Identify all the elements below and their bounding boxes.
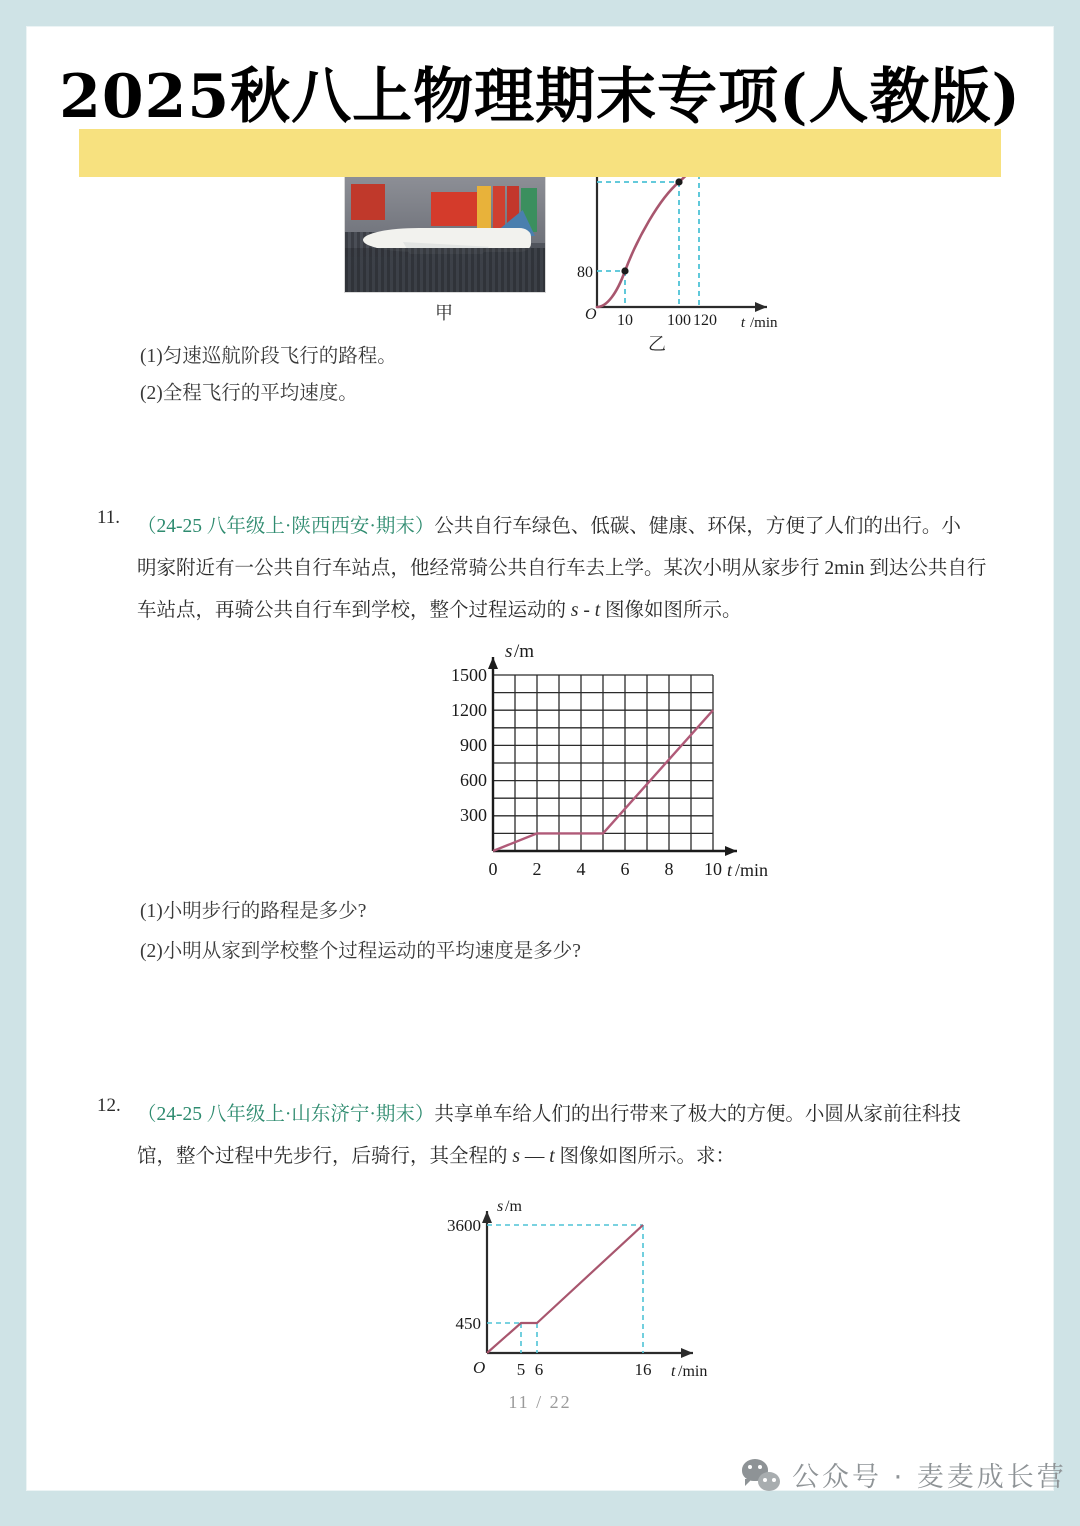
q11-dash: - — [578, 600, 595, 621]
svg-text:120: 120 — [693, 312, 717, 329]
q12-dash: — — [519, 1146, 550, 1167]
svg-text:t: t — [727, 860, 733, 880]
svg-text:300: 300 — [460, 805, 487, 825]
document-title-area — [27, 59, 1053, 135]
q11-line-2: 明家附近有一公共自行车站点，他经常骑公共自行车去上学。某次小明从家步行 2min 到达公共自行 — [137, 558, 987, 579]
q11-body-1: 公共自行车绿色、低碳、健康、环保，方便了人们的出行。小 — [434, 516, 961, 537]
q11-body-3a: 车站点，再骑公共自行车到学校，整个过程运动的 — [137, 600, 571, 621]
svg-text:10: 10 — [704, 859, 722, 879]
q12-body-2a: 馆，整个过程中先步行，后骑行，其全程的 — [137, 1146, 513, 1167]
q12-var-t: t — [549, 1146, 555, 1167]
svg-text:/m: /m — [514, 641, 535, 662]
svg-text:s: s — [505, 641, 513, 662]
svg-text:4: 4 — [576, 859, 586, 879]
svg-text:1200: 1200 — [451, 700, 487, 720]
page-sheet — [27, 27, 1053, 1490]
svg-text:900: 900 — [460, 735, 487, 755]
photo-crowd-bottom — [345, 248, 545, 292]
svg-text:600: 600 — [460, 770, 487, 790]
q12-line-2 — [137, 1135, 1027, 1179]
svg-text:6: 6 — [620, 859, 630, 879]
svg-text:0: 0 — [488, 859, 498, 879]
svg-text:450: 450 — [455, 1314, 481, 1333]
svg-text:100: 100 — [667, 312, 691, 329]
q12-line-1 — [137, 1093, 1027, 1137]
svg-text:/min: /min — [678, 1363, 708, 1380]
q10-sub-2: (2)全程飞行的平均速度。 — [140, 383, 358, 404]
svg-text:/min: /min — [750, 315, 778, 331]
svg-text:s: s — [497, 1198, 504, 1215]
svg-text:5: 5 — [516, 1360, 526, 1379]
q12-body-2b: 图像如图所示。求： — [554, 1146, 736, 1167]
photo-banner-red — [431, 192, 477, 226]
q11-line-3 — [137, 589, 1027, 633]
svg-text:1500: 1500 — [451, 665, 487, 685]
page-number-footer: 11 / 22 — [508, 1392, 572, 1412]
watermark-text: 公众号 · 麦麦成长营 — [792, 1462, 1067, 1493]
svg-text:80: 80 — [577, 264, 593, 281]
chart-bike-grid — [425, 635, 769, 885]
q11-sub-1: (1)小明步行的路程是多少? — [140, 901, 367, 922]
q11-source-tag: （24-25 八年级上·陕西西安·期末） — [137, 516, 435, 537]
q11-var-t: t — [594, 600, 601, 621]
page-title: 2025秋八上物理期末专项(人教版) — [59, 62, 1021, 132]
svg-text:/min: /min — [735, 860, 769, 880]
aircraft-photo — [344, 175, 546, 293]
figure-caption-jia: 甲 — [435, 303, 453, 323]
q12-number: 12. — [97, 1095, 121, 1116]
svg-text:10: 10 — [617, 312, 633, 329]
chart-shared-bike — [425, 1195, 725, 1385]
wechat-icon — [742, 1459, 780, 1491]
q12-body-1: 共享单车给人们的出行带来了极大的方便。小圆从家前往科技 — [434, 1104, 961, 1125]
wechat-watermark — [742, 1455, 1067, 1494]
q11-var-s: s — [570, 600, 579, 621]
figure-caption-yi: 乙 — [648, 334, 666, 354]
svg-text:2: 2 — [532, 859, 542, 879]
svg-text:3600: 3600 — [447, 1216, 481, 1235]
svg-text:6: 6 — [534, 1360, 544, 1379]
q11-body-3b: 图像如图所示。 — [600, 600, 742, 621]
svg-text:8: 8 — [664, 859, 674, 879]
svg-text:t: t — [740, 315, 746, 331]
photo-banner-left — [351, 184, 385, 220]
q12-var-s: s — [512, 1146, 520, 1167]
title-highlight-band — [79, 129, 1001, 177]
svg-text:16: 16 — [634, 1360, 652, 1379]
svg-text:/m: /m — [505, 1198, 522, 1215]
photo-banner-yellow — [477, 186, 491, 230]
photo-banner-red2 — [493, 186, 505, 230]
svg-text:O: O — [473, 1358, 486, 1377]
svg-text:t: t — [671, 1363, 676, 1380]
q10-sub-1: (1)匀速巡航阶段飞行的路程。 — [140, 346, 397, 367]
q12-source-tag: （24-25 八年级上·山东济宁·期末） — [137, 1104, 435, 1125]
q11-number: 11. — [97, 507, 121, 528]
svg-text:O: O — [585, 306, 597, 323]
q11-line-1 — [137, 505, 1017, 549]
q11-sub-2: (2)小明从家到学校整个过程运动的平均速度是多少? — [140, 941, 581, 962]
